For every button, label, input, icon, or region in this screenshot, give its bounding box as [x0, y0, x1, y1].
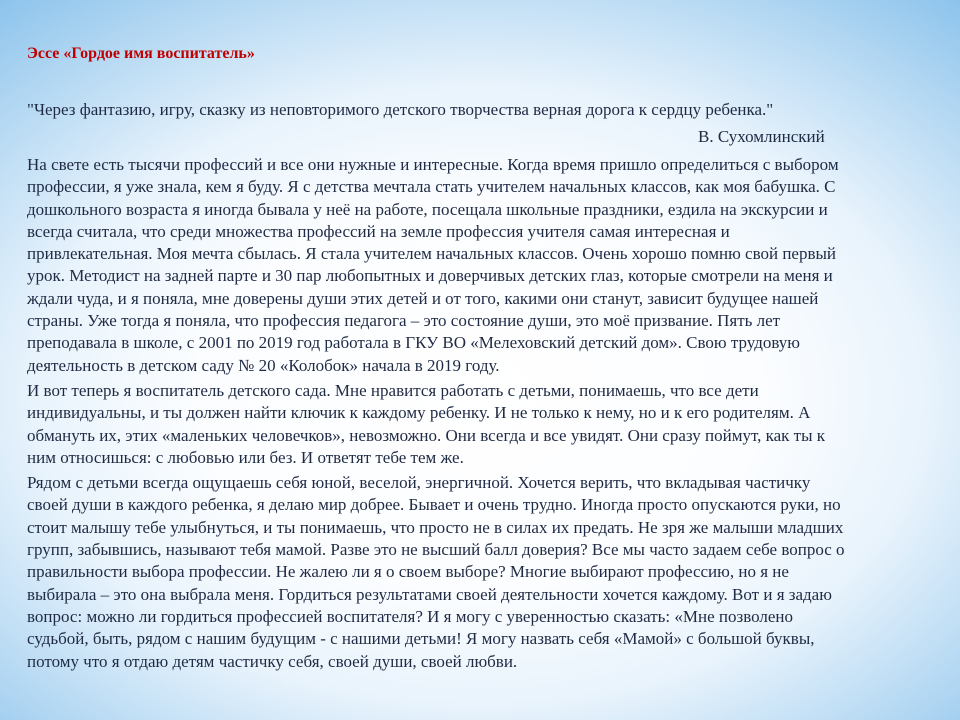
text-line: дошкольного возраста я иногда бывала у неё на работе, посещала школьные праздники, ездила на экскурсии и — [27, 199, 828, 219]
text-line: преподавала в школе, с 2001 по 2019 год работала в ГКУ ВО «Мелеховский детский дом». Свою трудовую — [27, 333, 801, 353]
essay-body — [27, 154, 935, 676]
text-line: потому что я отдаю детям частичку себя, своей души, своей любви. — [27, 651, 518, 671]
text-line: На свете есть тысячи профессий и все они нужные и интересные. Когда время пришло определиться с выбором — [27, 155, 839, 174]
paragraph-1 — [27, 154, 935, 377]
text-line: правильности выбора профессии. Не жалею ли я о своем выборе? Многие выбирают профессию, но я не — [27, 562, 789, 582]
text-line: Рядом с детьми всегда ощущаешь себя юной, веселой, энергичной. Хочется верить, что вкладывая частичку — [27, 473, 811, 493]
paragraph-2 — [27, 380, 935, 469]
text-line: ним относишься: с любовью или без. И ответят тебе тем же. — [27, 447, 464, 467]
text-line: ждали чуда, и я поняла, мне доверены души этих детей и от того, какими они станут, зависит будущее нашей — [27, 288, 819, 308]
paragraph-3 — [27, 472, 935, 673]
text-line: деятельность в детском саду № 20 «Колобок» начала в 2019 году. — [27, 355, 500, 375]
epigraph-author: В. Сухомлинский — [698, 127, 825, 146]
text-line: обмануть их, этих «маленьких человечков», невозможно. Они всегда и все увидят. Они сразу поймут, как ты к — [27, 425, 826, 445]
epigraph-quote: "Через фантазию, игру, сказку из неповторимого детского творчества верная дорога к сердцу ребенка." — [27, 100, 774, 119]
text-line: выбирала – это она выбрала меня. Гордиться результатами своей деятельности хочется каждому. Вот и я задаю — [27, 584, 832, 604]
essay-title: Эссе «Гордое имя воспитатель» — [27, 45, 255, 62]
text-line: вопрос: можно ли гордиться профессией воспитателя? И я могу с уверенностью сказать: «Мне позволено — [27, 606, 794, 626]
text-line: всегда считала, что среди множества профессий на земле профессия учителя самая интересная и — [27, 221, 730, 241]
text-line: профессии, я уже знала, кем я буду. Я с детства мечтала стать учителем начальных классов, как моя бабушка. С — [27, 177, 836, 197]
text-line: И вот теперь я воспитатель детского сада. Мне нравится работать с детьми, понимаешь, что все дети — [27, 380, 759, 400]
text-line: урок. Методист на задней парте и 30 пар любопытных и доверчивых детских глаз, которые смотрели на меня и — [27, 266, 833, 286]
text-line: своей души в каждого ребенка, я делаю мир добрее. Бывает и очень трудно. Иногда просто опускаются руки, но — [27, 495, 841, 515]
text-line: индивидуальны, и ты должен найти ключик к каждому ребенку. И не только к нему, но и к его родителям. А — [27, 403, 811, 423]
text-line: групп, забывшись, называют тебя мамой. Разве это не высший балл доверия? Все мы часто задаем себе вопрос о — [27, 540, 845, 560]
text-line: привлекательная. Моя мечта сбылась. Я стала учителем начальных классов. Очень хорошо помню свой первый — [27, 244, 837, 264]
text-line: стоит малышу тебе улыбнуться, и ты понимаешь, что просто не в силах их предать. Не зря же малыши младших — [27, 517, 844, 537]
text-line: судьбой, быть, рядом с нашим будущим - с нашими детьми! Я могу назвать себя «Мамой» с большой буквы, — [27, 629, 815, 649]
text-line: страны. Уже тогда я поняла, что профессия педагога – это состояние души, это моё призвание. Пять лет — [27, 311, 781, 331]
